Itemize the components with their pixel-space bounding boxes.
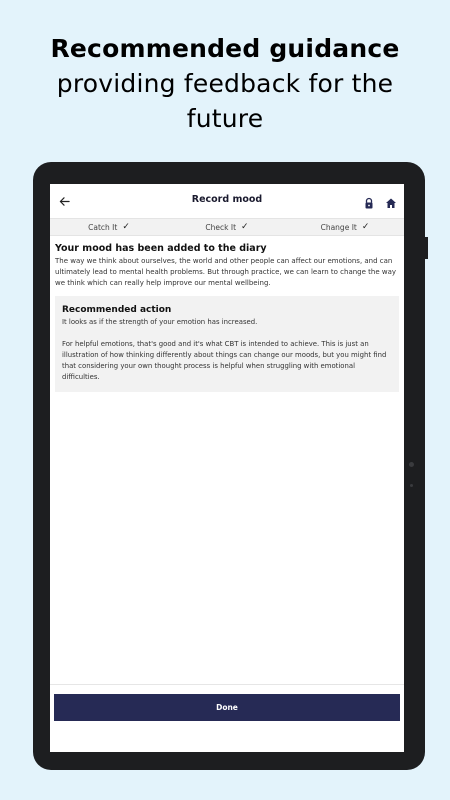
done-button[interactable]: Done	[54, 694, 400, 721]
device-side-button	[425, 237, 428, 259]
check-icon: ✓	[122, 222, 130, 232]
app-bar	[50, 184, 404, 218]
page-title: Record mood	[191, 194, 263, 205]
check-icon: ✓	[361, 222, 370, 232]
lock-button[interactable]	[363, 194, 377, 208]
step-check-it	[168, 219, 286, 235]
promo-header	[0, 32, 450, 136]
step-catch-it	[50, 219, 168, 235]
home-button[interactable]	[385, 194, 399, 208]
lock-icon	[363, 197, 375, 209]
recommended-action-card	[55, 296, 399, 392]
promo-subtitle-line2: future	[186, 104, 264, 133]
intro-text: The way we think about ourselves, the world and other people can affect our emotions, and can ultimately lead to mental health problems. But through practice, we can learn to change the way we think which can really help improve our mental wellbeing.	[55, 257, 397, 287]
card-paragraph-1: It looks as if the strength of your emotion has increased.	[62, 318, 258, 326]
check-icon: ✓	[241, 222, 249, 232]
promo-subtitle-line1: providing feedback for the	[56, 69, 394, 98]
bottom-bar	[50, 684, 404, 752]
confirmation-heading: Your mood has been added to the diary	[55, 243, 267, 254]
app-screen	[50, 184, 404, 752]
tablet-device	[33, 162, 425, 770]
promo-title: Recommended guidance	[50, 34, 400, 63]
step-label: Catch It	[88, 222, 118, 232]
step-label: Change It	[320, 222, 357, 232]
step-label: Check It	[205, 222, 237, 232]
progress-steps	[50, 218, 404, 236]
step-change-it	[286, 219, 404, 235]
device-camera	[409, 462, 414, 467]
card-title: Recommended action	[62, 305, 172, 315]
home-icon	[385, 197, 397, 209]
card-paragraph-2: For helpful emotions, that's good and it's what CBT is intended to achieve. This is just an illustration of how thinking differently about things can change our moods, but you might find that considering your own thought process is helpful when struggling with emotional difficulties.	[62, 340, 387, 381]
device-sensor	[410, 484, 413, 487]
main-content	[55, 242, 399, 392]
